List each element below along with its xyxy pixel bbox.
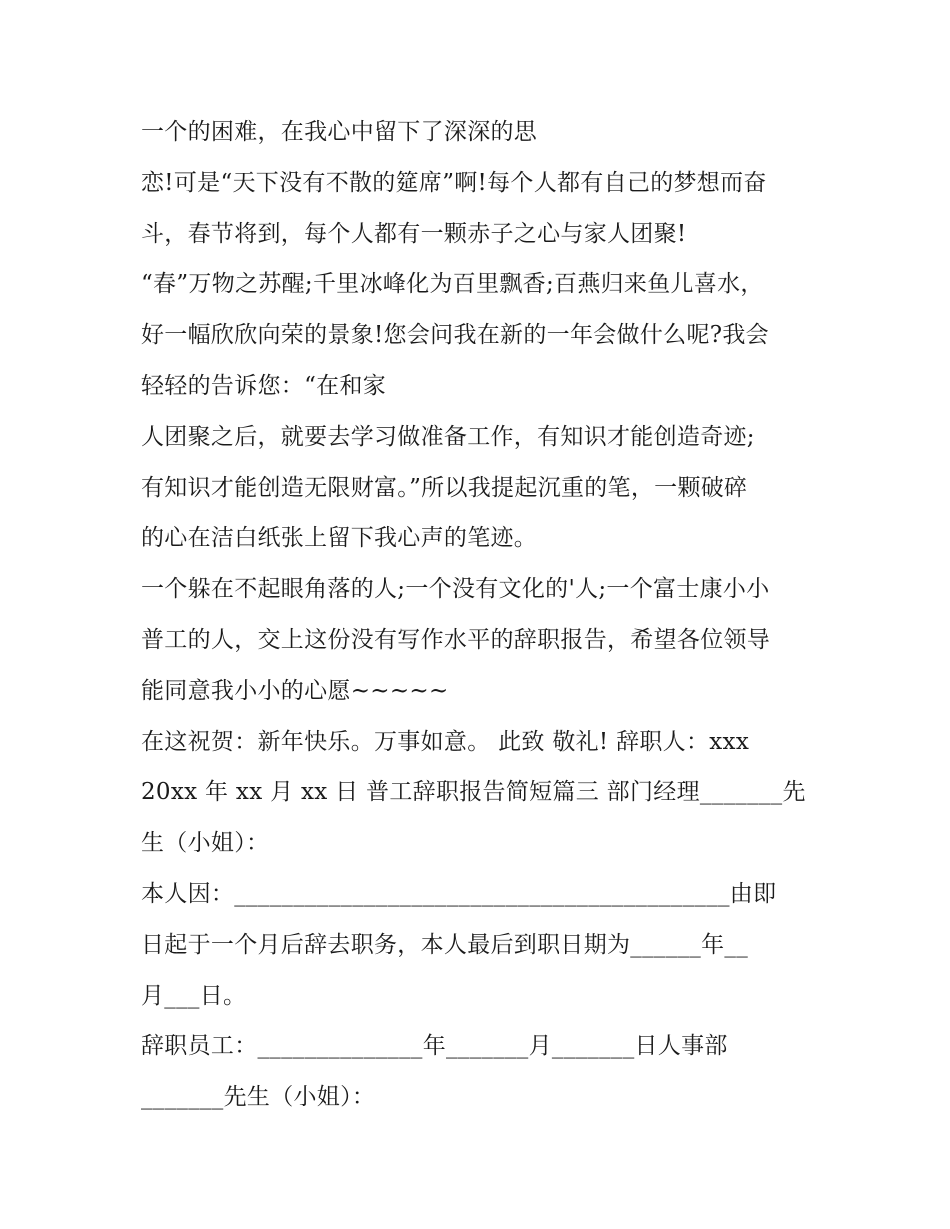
text-line: 辞职员工：______________年_______月_______日人事部 [141,1033,728,1060]
text-line: 在这祝贺：新年快乐。万事如意。 此致 敬礼! 辞职人：xxx [141,728,750,755]
text-line: _______先生（小姐）： [141,1084,376,1111]
text-line: 日起于一个月后辞去职务，本人最后到职日期为______年__ [141,931,748,958]
text-line: 恋!可是“天下没有不散的筵席”啊!每个人都有自己的梦想而奋 [141,169,767,196]
text-line: 生（小姐）： [141,830,270,857]
text-line: 一个躲在不起眼角落的人;一个没有文化的'人;一个富士康小小 [141,576,770,603]
text-line: 能同意我小小的心愿~~~~~ [141,677,449,704]
text-line: 人团聚之后，就要去学习做准备工作，有知识才能创造奇迹; [141,423,755,450]
text-line: 轻轻的告诉您：“在和家 [141,372,387,399]
text-line: 20xx 年 xx 月 xx 日 普工辞职报告简短篇三 部门经理_______先 [141,779,806,806]
text-line: 本人因：__________________________________________由即 [141,880,777,907]
text-line: 月___日。 [141,982,247,1009]
document-body [141,107,821,1123]
text-line: “春”万物之苏醒;千里冰峰化为百里飘香;百燕归来鱼儿喜水， [141,271,764,298]
text-line: 一个的困难，在我心中留下了深深的思 [141,119,538,145]
text-line: 斗，春节将到，每个人都有一颗赤子之心与家人团聚! [141,220,687,247]
text-line: 普工的人，交上这份没有写作水平的辞职报告，希望各位领导 [141,626,771,653]
text-line: 的心在洁白纸张上留下我心声的笔迹。 [141,525,538,552]
text-line: 好一幅欣欣向荣的景象!您会问我在新的一年会做什么呢?我会 [141,322,769,349]
text-line: 有知识才能创造无限财富。”所以我提起沉重的笔，一颗破碎 [141,474,748,501]
